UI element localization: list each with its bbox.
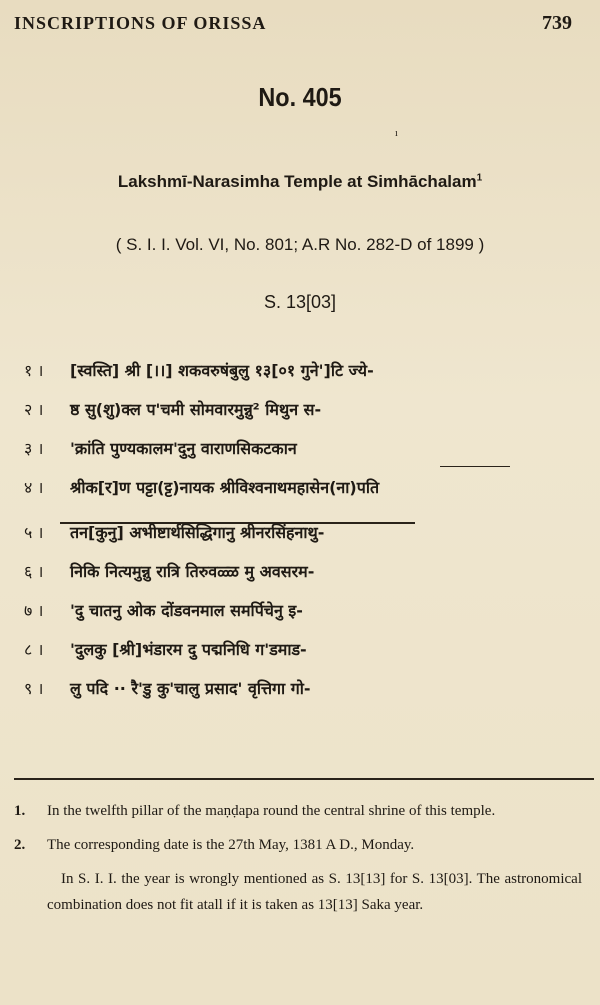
- footnotes: [14, 798, 582, 918]
- line-number: ८ ।: [24, 639, 44, 659]
- line-number: ९ ।: [24, 678, 44, 698]
- line-text: 'दुलकु [श्री]भंडारम दु पद्मनिधि ग'डमाड-: [70, 639, 307, 659]
- footnote-ref-1: 1: [476, 172, 483, 184]
- print-mark: ı: [395, 128, 398, 139]
- footnote-text: In the twelfth pillar of the maṇḍapa round the central shrine of this temple.: [47, 803, 496, 819]
- inscription-title-text: Lakshmī-Narasimha Temple at Simhāchalam: [117, 172, 477, 191]
- text-line: [24, 629, 584, 668]
- line-number: २ ।: [24, 399, 44, 419]
- text-line: [24, 389, 584, 428]
- footnote-divider: [14, 778, 594, 780]
- page-number: 739: [542, 11, 572, 34]
- line-text: श्रीक[र]ण पट्टा(ट्ट)नायक श्रीविश्वनाथमहासेन(ना)पति: [70, 477, 380, 497]
- footnote-2: [14, 832, 582, 858]
- line-number: ५ ।: [24, 522, 44, 542]
- line-number: ६ ।: [24, 561, 44, 581]
- line-text: 'दु चातनु ओक दोंडवनमाल समर्पिचेनु इ-: [70, 600, 303, 620]
- running-head: [14, 10, 586, 36]
- line-number: १ ।: [24, 360, 44, 380]
- line-text: लु पदि ·· रै'डु कु'चालु प्रसाद' वृत्तिगा गो-: [70, 678, 311, 698]
- inscription-date: S. 13[03]: [263, 292, 337, 312]
- line-text: 'क्रांति पुण्यकालम'दुनु वाराणसिकटकान: [70, 438, 297, 458]
- inscription-text: [24, 350, 584, 707]
- text-line: [24, 350, 584, 389]
- line-text: [स्वस्ति] श्री [।।] शकवरुषंबुलु १३[०१ गुने']टि ज्ये-: [70, 360, 374, 380]
- footnote-text: The corresponding date is the 27th May, 1381 A D., Monday.: [47, 837, 415, 853]
- line-number: ३ ।: [24, 438, 44, 458]
- source-reference: ( S. I. I. Vol. VI, No. 801; A.R No. 282-D of 1899 ): [115, 235, 485, 254]
- line-text: तन[कुनु] अभीष्टार्थसिद्धिगानु श्रीनरसिंहनाथु-: [70, 522, 325, 542]
- line-number: ७ ।: [24, 600, 44, 620]
- text-line: [24, 668, 584, 707]
- line-text: निकि नित्यमुन्नु रात्रि तिरुवळ्ळ मु अवसरम-: [70, 561, 315, 581]
- line-text: ष्ठ सु(शु)क्ल प'चमी सोमवारमुन्नु² मिथुन स-: [70, 399, 322, 419]
- inscription-number: No. 405: [258, 82, 342, 112]
- text-line: [24, 467, 584, 506]
- text-line: [24, 590, 584, 629]
- running-head-title: INSCRIPTIONS OF ORISSA: [14, 12, 267, 33]
- text-line: [24, 428, 584, 467]
- text-line: [24, 551, 584, 590]
- footnote-number: 2.: [14, 837, 26, 853]
- line-number: ४ ।: [24, 477, 44, 497]
- footnote-2-continuation: In S. I. I. the year is wrongly mentioned as S. 13[13] for S. 13[03]. The astronomical combination does not fit atall if it is taken as 13[13] Saka year.: [47, 871, 582, 913]
- footnote-1: [14, 798, 582, 824]
- inscription-title: [0, 172, 600, 192]
- text-line: [24, 512, 584, 551]
- footnote-number: 1.: [14, 803, 26, 819]
